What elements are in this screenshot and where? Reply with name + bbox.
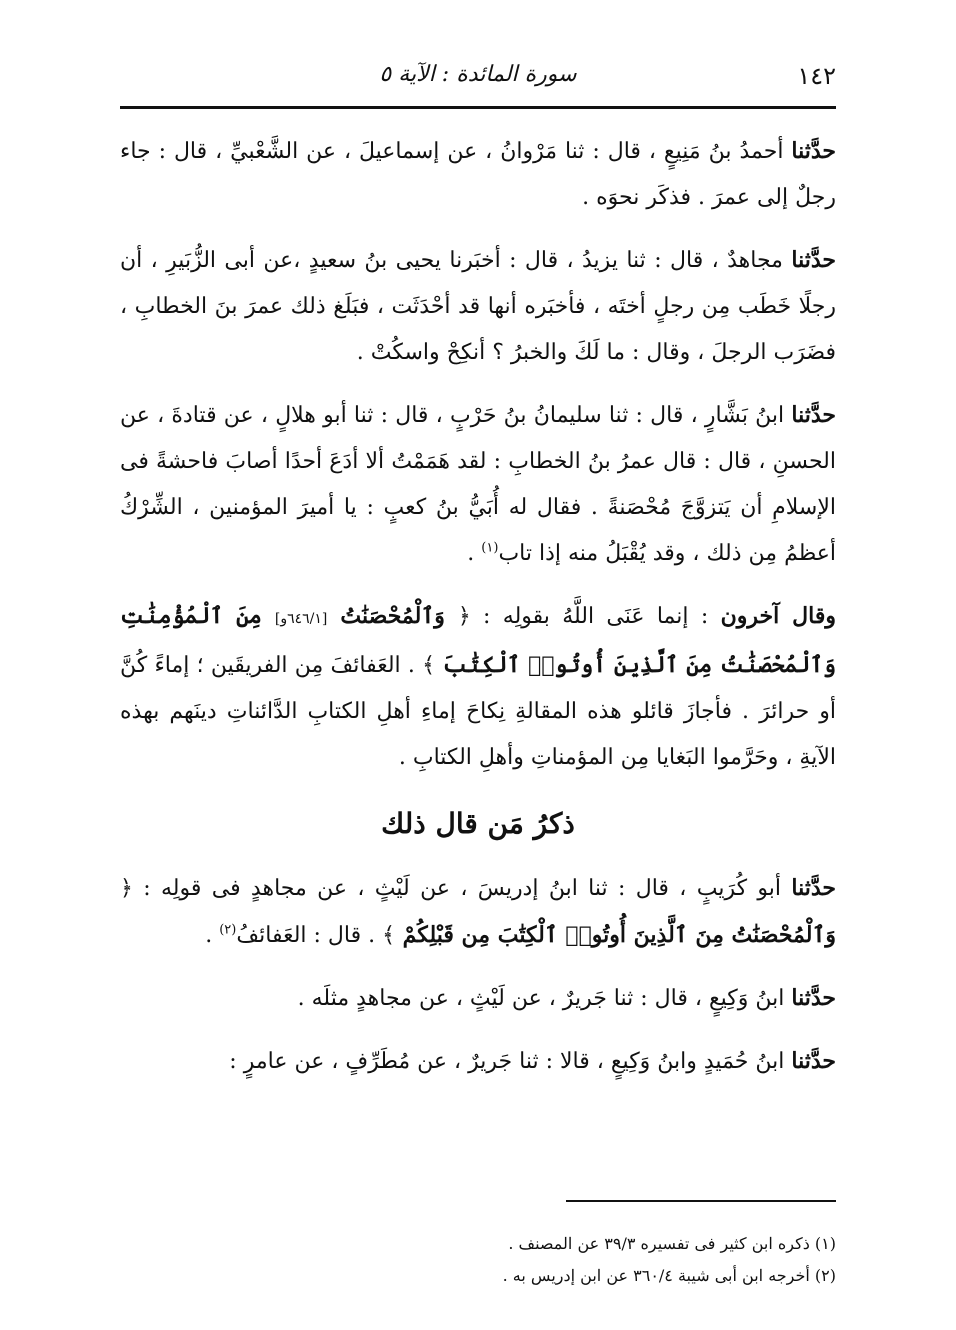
quran-close-brace: ﴾ bbox=[382, 923, 395, 948]
running-title: سورة المائدة : الآية ٥ bbox=[379, 62, 577, 87]
paragraph-lead: حدَّثنا bbox=[791, 402, 836, 428]
paragraph-text: ابنُ وَكِيعٍ ، قال : ثنا جَريرٌ ، عن لَيْثٍ ، عن مجاهدٍ مثلَه . bbox=[297, 986, 792, 1011]
paragraph-2 bbox=[120, 237, 836, 376]
narration-1 bbox=[120, 865, 836, 959]
paragraph-rest: . العَفائفَ مِن الفريقَين ؛ إماءً كُنَّ أو حرائرَ . فأجازَ قائلو هذه المقالةِ نِكاحَ إماءِ أهلِ الكتابِ الدَّائناتِ دينَهم بهذه الآيةِ ، وحَرَّموا البَغايا مِن المؤمناتِ وأهلِ الكتابِ . bbox=[120, 653, 836, 770]
paragraph-after: . قال : العَفائفُ bbox=[236, 923, 383, 948]
paragraph-lead: حدَّثنا bbox=[791, 138, 836, 164]
narration-3 bbox=[120, 1038, 836, 1085]
main-text bbox=[120, 128, 836, 1101]
paragraph-lead: حدَّثنا bbox=[791, 247, 836, 273]
section-heading: ذكرُ مَن قال ذلك bbox=[381, 807, 575, 840]
footnote-1: (١) ذكره ابن كثير فى تفسيره ٣٩/٣ عن المصنف . bbox=[508, 1234, 836, 1253]
page-number: ١٤٢ bbox=[797, 62, 836, 90]
paragraph-3 bbox=[120, 392, 836, 577]
paragraph-tail: . bbox=[467, 541, 482, 566]
quran-open-brace: ﴿ bbox=[457, 604, 471, 629]
narration-2 bbox=[120, 975, 836, 1022]
paragraph-text: أبو كُرَيبٍ ، قال : ثنا ابنُ إدريسَ ، عن لَيْثٍ ، عن مجاهدٍ فى قولِه : bbox=[132, 876, 792, 901]
manuscript-mark: [٦٤٦/١و] bbox=[274, 611, 328, 627]
quran-verse-part1: وَٱلْمُحْصَنَٰتُ bbox=[327, 603, 458, 629]
paragraph-intro: : إنما عَنَى اللَّهُ بقولِه : bbox=[470, 604, 721, 629]
paragraph-text: مجاهدٌ ، قال : ثنا يزيدُ ، قال : أخبَرنا يحيى بنُ سعيدٍ ،عن أبى الزُّبَيرِ ، أن رجلًا خَطَب مِن رجلٍ أختَه ، فأخبَره أنها قد أحْدَثَت ، فبَلَغ ذلك عمرَ بنَ الخطابِ ، فضَرَب الرجلَ ، وقال : ما لَكَ والخبرُ ؟ أنكِحْ واسكُتْ . bbox=[120, 248, 836, 365]
paragraph-1 bbox=[120, 128, 836, 221]
paragraph-text: ابنُ حُمَيدٍ وابنُ وَكِيعٍ ، قالا : ثنا جَريرٌ ، عن مُطَرِّفٍ ، عن عامرٍ : bbox=[229, 1049, 792, 1074]
paragraph-lead: وقال آخرون bbox=[720, 603, 837, 629]
page-header bbox=[120, 58, 836, 104]
quran-open-brace: ﴿ bbox=[120, 876, 133, 901]
quran-verse-part2: مِنَ ٱلْمُؤْمِنَٰتِ وَٱلْمُحْصَنَٰتُ مِنَ ٱلَّذِينَ أُوتُوا۟ ٱلْكِتَٰبَ bbox=[120, 603, 836, 678]
paragraph-lead: حدَّثنا bbox=[791, 875, 836, 901]
paragraph-tail: . bbox=[205, 923, 220, 948]
quran-verse: وَٱلْمُحْصَنَٰتُ مِنَ ٱلَّذِينَ أُوتُوا۟ ٱلْكِتَٰبَ مِن قَبْلِكُمْ bbox=[395, 922, 836, 948]
paragraph-lead: حدَّثنا bbox=[791, 985, 836, 1011]
footnote-ref-1[interactable]: (١) bbox=[481, 540, 499, 556]
quran-close-brace: ﴾ bbox=[422, 653, 435, 678]
footnote-rule bbox=[566, 1200, 836, 1202]
footnote-ref-2[interactable]: (٢) bbox=[219, 922, 237, 938]
footnote-2: (٢) أخرجه ابن أبى شيبة ٣٦٠/٤ عن ابن إدريس به . bbox=[502, 1266, 836, 1285]
quran-paragraph bbox=[120, 593, 836, 781]
header-rule bbox=[120, 106, 836, 109]
paragraph-text: أحمدُ بنُ مَنِيعٍ ، قال : ثنا مَرْوانُ ، عن إسماعيلَ ، عن الشَّعْبيِّ ، قال : جاء رجلٌ إلى عمرَ . فذكَر نحوَه . bbox=[120, 139, 836, 210]
paragraph-lead: حدَّثنا bbox=[791, 1048, 836, 1074]
paragraph-text: ابنُ بَشَّارٍ ، قال : ثنا سليمانُ بنُ حَرْبٍ ، قال : ثنا أبو هلالٍ ، عن قتادةَ ، عن الحسنِ ، قال : قال عمرُ بنُ الخطابِ : لقد هَمَمْتُ ألا أدَعَ أحدًا أصابَ فاحشةً فى الإسلامِ أن يَتزوَّجَ مُحْصَنةً . فقال له أُبَيُّ بنُ كعبٍ : يا أميرَ المؤمنين ، الشِّرْكُ أعظمُ مِن ذلك ، وقد يُقْبَلُ منه إذا تاب bbox=[120, 403, 836, 566]
footnotes bbox=[120, 1228, 836, 1292]
